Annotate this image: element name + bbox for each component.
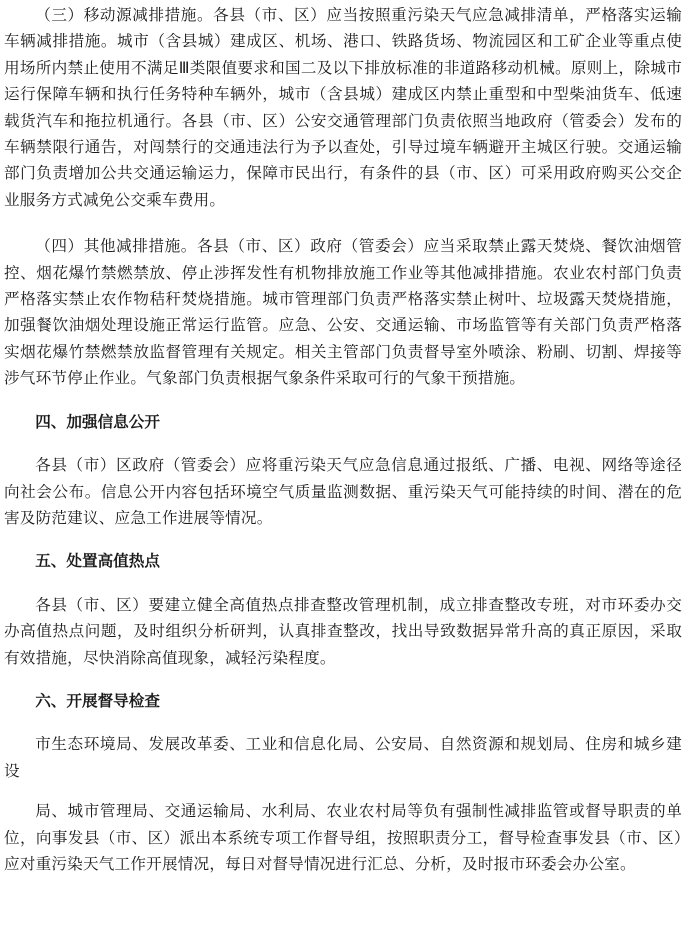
paragraph-hotspot-handling: 各县（市、区）要建立健全高值热点排查整改管理机制，成立排查整改专班，对市环委办交办高值热点问题，及时组织分析研判，认真排查整改，找出导致数据异常升高的真正原因，采取有效措施，尽快消除高值现象，减轻污染程度。 [4, 595, 682, 667]
paragraph-mobile-source-measures: （三）移动源减排措施。各县（市、区）应当按照重污染天气应急减排清单，严格落实运输车辆减排措施。城市（含县城）建成区、机场、港口、铁路货场、物流园区和工矿企业等重点使用场所内禁止使用不满足Ⅲ类限值要求和国二及以下排放标准的非道路移动机械。原则上，除城市运行保障车辆和执行任务特种车辆外，城市（含县城）建成区内禁止重型和中型柴油货车、低速载货汽车和拖拉机通行。各县（市、区）公安交通管理部门负责依照当地政府（管委会）发布的车辆禁限行通告，对闯禁行的交通违法行为予以查处，引导过境车辆避开主城区行驶。交通运输部门负责增加公共交通运输运力，保障市民出行，有条件的县（市、区）可采用政府购买公交企业服务方式减免公交乘车费用。 [4, 6, 682, 209]
paragraph-supervision-duties: 局、城市管理局、交通运输局、水利局、农业农村局等负有强制性减排监管或督导职责的单位，向事发县（市、区）派出本系统专项工作督导组，按照职责分工，督导检查事发县（市、区）应对重污染天气工作开展情况，每日对督导情况进行汇总、分析，及时报市环委会办公室。 [4, 802, 682, 873]
heading-hotspot-handling: 五、处置高值热点 [35, 552, 160, 571]
paragraph-information-disclosure: 各县（市）区政府（管委会）应将重污染天气应急信息通过报纸、广播、电视、网络等途径向社会公布。信息公开内容包括环境空气质量监测数据、重污染天气可能持续的时间、潜在的危害及防范建议、应急工作进展等情况。 [4, 456, 682, 527]
heading-information-disclosure: 四、加强信息公开 [35, 412, 160, 431]
paragraph-supervision-departments: 市生态环境局、发展改革委、工业和信息化局、公安局、自然资源和规划局、住房和城乡建设 [4, 735, 682, 780]
paragraph-other-measures: （四）其他减排措施。各县（市、区）政府（管委会）应当采取禁止露天焚烧、餐饮油烟管控、烟花爆竹禁燃禁放、停止涉挥发性有机物排放施工作业等其他减排措施。农业农村部门负责严格落实禁止农作物秸秆焚烧措施。城市管理部门负责严格落实禁止树叶、垃圾露天焚烧措施，加强餐饮油烟处理设施正常运行监管。应急、公安、交通运输、市场监管等有关部门负责严格落实烟花爆竹禁燃禁放监督管理有关规定。相关主管部门负责督导室外喷涂、粉刷、切割、焊接等涉气环节停止作业。气象部门负责根据气象条件采取可行的气象干预措施。 [4, 237, 682, 388]
heading-supervision: 六、开展督导检查 [35, 691, 160, 710]
